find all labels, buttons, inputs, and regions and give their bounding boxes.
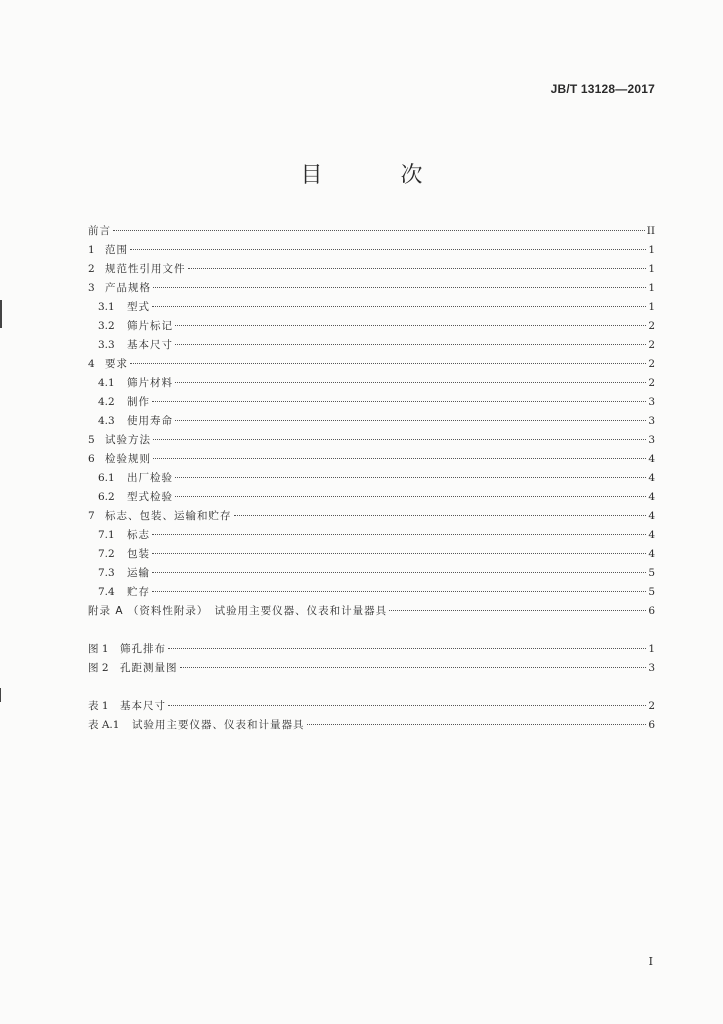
toc-entry-number: 5 [88,434,95,446]
toc-entry-number: 3 [88,282,95,294]
toc-entry[interactable] [88,526,655,545]
toc-entry-page: 4 [648,548,655,560]
toc-dot-leader [130,363,646,364]
scan-edge-mark [0,300,2,328]
toc-dot-leader [153,439,646,440]
toc-entry-page: 3 [648,434,655,446]
toc-dot-leader [130,249,646,250]
toc-entry-page: 4 [648,472,655,484]
toc-main-section [88,222,655,621]
toc-entry-page: 5 [648,567,655,579]
toc-entry-number: 7.4 [98,586,115,598]
toc-entry-label: 前言 [88,225,111,237]
toc-entry-page: 2 [648,377,655,389]
page-number: I [648,955,653,968]
toc-entry-number: 6 [88,453,95,465]
toc-entry[interactable] [88,602,655,621]
toc-entry[interactable] [88,507,655,526]
toc-entry-number: 6.2 [98,491,115,503]
toc-entry-label: 出厂检验 [127,472,173,484]
toc-entry[interactable] [88,450,655,469]
toc-dot-leader [307,724,647,725]
toc-entry[interactable] [88,640,655,659]
toc-dot-leader [168,648,646,649]
toc-entry-page: 1 [648,643,655,655]
toc-dot-leader [152,572,646,573]
toc-dot-leader [175,420,646,421]
scan-edge-mark [0,688,1,702]
toc-entry[interactable] [88,336,655,355]
toc-entry-number: 表 1 [88,700,109,712]
toc-entry-page: 4 [648,510,655,522]
toc-tables-section [88,697,655,735]
toc-dot-leader [152,306,646,307]
toc-entry-number: 4.1 [98,377,115,389]
toc-entry[interactable] [88,545,655,564]
toc-entry[interactable] [88,716,655,735]
toc-entry-page: 4 [648,453,655,465]
toc-entry-number: 表 A.1 [88,719,120,731]
toc-entry[interactable] [88,488,655,507]
toc-entry-label: 孔距测量图 [120,662,178,674]
toc-entry-label: 范围 [105,244,128,256]
toc-entry-number: 7 [88,510,95,522]
toc-dot-leader [234,515,647,516]
toc-entry-page: 2 [648,358,655,370]
toc-dot-leader [175,344,646,345]
toc-entry-page: 4 [648,491,655,503]
page-title: 目 次 [300,163,451,188]
toc-entry-page: 1 [648,263,655,275]
toc-entry[interactable] [88,241,655,260]
toc-entry-label: 试验用主要仪器、仪表和计量器具 [132,719,305,731]
toc-entry-label: 附录 A （资料性附录） 试验用主要仪器、仪表和计量器具 [88,605,388,617]
toc-dot-leader [180,667,647,668]
toc-entry-label: 贮存 [127,586,150,598]
toc-entry-number: 3.3 [98,339,115,351]
toc-entry[interactable] [88,222,655,241]
toc-entry-label: 型式 [127,301,150,313]
toc-entry-label: 规范性引用文件 [105,263,186,275]
toc-dot-leader [175,496,646,497]
toc-dot-leader [152,401,646,402]
toc-entry-number: 图 2 [88,662,109,674]
toc-entry-label: 标志、包装、运输和贮存 [105,510,232,522]
toc-dot-leader [175,477,646,478]
toc-entry[interactable] [88,431,655,450]
toc-entry[interactable] [88,260,655,279]
toc-entry-number: 3.1 [98,301,115,313]
toc-entry-number: 7.3 [98,567,115,579]
toc-entry-label: 筛片材料 [127,377,173,389]
toc-entry-label: 包装 [127,548,150,560]
toc-entry[interactable] [88,393,655,412]
toc-dot-leader [175,382,646,383]
toc-entry-label: 运输 [127,567,150,579]
toc-entry-number: 图 1 [88,643,109,655]
toc-entry-label: 使用寿命 [127,415,173,427]
toc-entry-number: 4.2 [98,396,115,408]
toc-entry[interactable] [88,374,655,393]
toc-entry-label: 基本尺寸 [120,700,166,712]
toc-entry-number: 6.1 [98,472,115,484]
toc-entry-page: 2 [648,700,655,712]
toc-entry-label: 标志 [127,529,150,541]
toc-dot-leader [168,705,646,706]
toc-figures-section [88,640,655,678]
toc-dot-leader [389,610,646,611]
toc-entry[interactable] [88,697,655,716]
toc-dot-leader [188,268,647,269]
toc-dot-leader [153,458,646,459]
toc-dot-leader [175,325,646,326]
toc-entry-label: 制作 [127,396,150,408]
toc-entry-label: 产品规格 [105,282,151,294]
toc-entry[interactable] [88,355,655,374]
toc-dot-leader [152,553,646,554]
toc-entry-page: 2 [648,320,655,332]
standard-code: JB/T 13128—2017 [550,82,655,96]
toc-entry-page: II [646,225,655,237]
toc-entry-number: 1 [88,244,95,256]
toc-entry-number: 4 [88,358,95,370]
toc-entry[interactable] [88,279,655,298]
toc-dot-leader [152,534,646,535]
toc-entry-label: 基本尺寸 [127,339,173,351]
toc-entry[interactable] [88,317,655,336]
toc-entry-page: 4 [648,529,655,541]
toc-entry-page: 3 [648,662,655,674]
toc-entry-page: 6 [648,605,655,617]
toc-entry[interactable] [88,583,655,602]
toc-entry-label: 筛片标记 [127,320,173,332]
toc-entry[interactable] [88,659,655,678]
toc-entry[interactable] [88,564,655,583]
toc-entry-label: 型式检验 [127,491,173,503]
toc-entry-page: 3 [648,415,655,427]
toc-entry-label: 要求 [105,358,128,370]
toc-entry-page: 6 [648,719,655,731]
toc-entry[interactable] [88,469,655,488]
toc-dot-leader [153,287,646,288]
table-of-contents [88,222,655,735]
toc-entry-label: 筛孔排布 [120,643,166,655]
toc-entry-label: 检验规则 [105,453,151,465]
toc-entry-number: 3.2 [98,320,115,332]
toc-entry-label: 试验方法 [105,434,151,446]
toc-entry-page: 1 [648,301,655,313]
toc-entry-number: 7.2 [98,548,115,560]
toc-entry-number: 7.1 [98,529,115,541]
toc-entry-page: 3 [648,396,655,408]
toc-dot-leader [152,591,646,592]
toc-entry-page: 5 [648,586,655,598]
toc-entry[interactable] [88,298,655,317]
toc-entry-number: 4.3 [98,415,115,427]
toc-entry-page: 1 [648,244,655,256]
toc-entry-number: 2 [88,263,95,275]
section-gap [88,678,655,697]
section-gap [88,621,655,640]
toc-entry-page: 2 [648,339,655,351]
toc-entry[interactable] [88,412,655,431]
toc-dot-leader [113,230,645,231]
toc-entry-page: 1 [648,282,655,294]
